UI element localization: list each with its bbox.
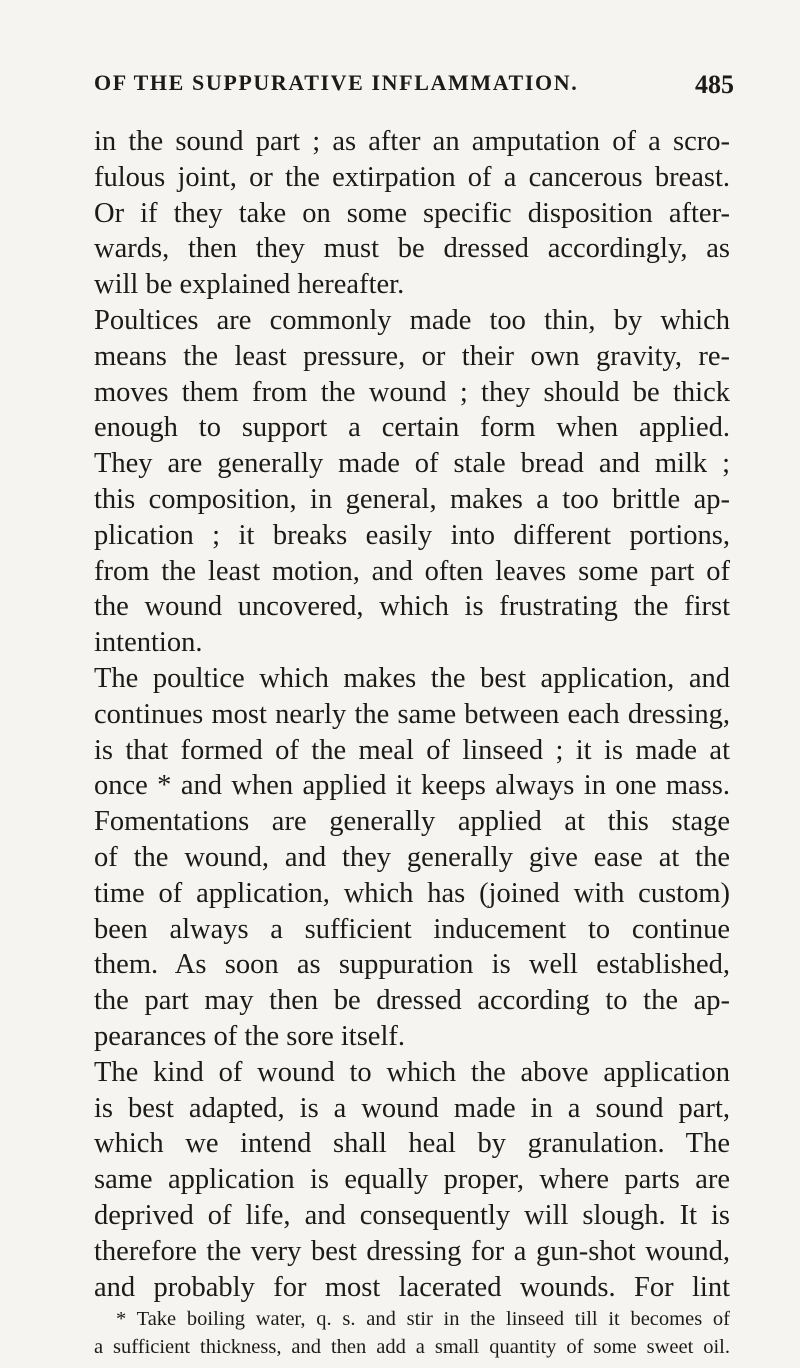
text-line: time of application, which has (joined with custom) (94, 877, 730, 909)
text-line: enough to support a certain form when applied. (94, 412, 730, 444)
footnote (94, 1305, 730, 1361)
body-text (94, 124, 730, 1305)
text-line: and probably for most lacerated wounds. For lint (94, 1271, 730, 1303)
text-line: Fomentations are generally applied at this stage (94, 806, 730, 838)
text-line: plication ; it breaks easily into different portions, (94, 519, 730, 551)
text-line: once * and when applied it keeps always in one mass. (94, 770, 730, 802)
text-line: the part may then be dressed according to the ap- (94, 985, 730, 1017)
text-line: fulous joint, or the extirpation of a cancerous breast. (94, 161, 730, 193)
text-line: this composition, in general, makes a too brittle ap- (94, 483, 730, 515)
text-line: wards, then they must be dressed accordingly, as (94, 233, 730, 265)
text-line: will be explained hereafter. (94, 269, 405, 301)
text-line: means the least pressure, or their own gravity, re- (94, 340, 730, 372)
text-line: of the wound, and they generally give ease at the (94, 841, 730, 873)
text-line: intention. (94, 627, 203, 659)
text-line: in the sound part ; as after an amputation of a scro- (94, 126, 730, 157)
footnote-line: * Take boiling water, q. s. and stir in the linseed till it becomes of (116, 1308, 730, 1330)
text-line: same application is equally proper, where parts are (94, 1164, 730, 1196)
text-line: which we intend shall heal by granulation. The (94, 1128, 730, 1160)
text-line: continues most nearly the same between each dressing, (94, 698, 730, 730)
text-line: been always a sufficient inducement to continue (94, 913, 730, 945)
text-line: Poultices are commonly made too thin, by which (94, 304, 730, 336)
footnote-line: a sufficient thickness, and then add a small quantity of some sweet oil. (94, 1336, 730, 1358)
text-line: The kind of wound to which the above application (94, 1056, 730, 1088)
text-line: moves them from the wound ; they should be thick (94, 376, 730, 408)
text-line: deprived of life, and consequently will slough. It is (94, 1199, 730, 1231)
text-line: The poultice which makes the best application, and (94, 662, 730, 694)
text-line: them. As soon as suppuration is well established, (94, 949, 730, 981)
text-line: is that formed of the meal of linseed ; it is made at (94, 734, 730, 766)
text-line: pearances of the sore itself. (94, 1020, 405, 1052)
text-line: the wound uncovered, which is frustrating the first (94, 591, 730, 623)
text-line: from the least motion, and often leaves some part of (94, 555, 730, 587)
running-title: OF THE SUPPURATIVE INFLAMMATION. (94, 70, 579, 95)
text-line: therefore the very best dressing for a gun-shot wound, (94, 1235, 730, 1267)
text-line: Or if they take on some specific disposition after- (94, 197, 730, 229)
text-line: They are generally made of stale bread and milk ; (94, 448, 730, 480)
running-head (94, 70, 734, 110)
page-number: 485 (695, 70, 734, 99)
text-line: is best adapted, is a wound made in a sound part, (94, 1092, 730, 1124)
